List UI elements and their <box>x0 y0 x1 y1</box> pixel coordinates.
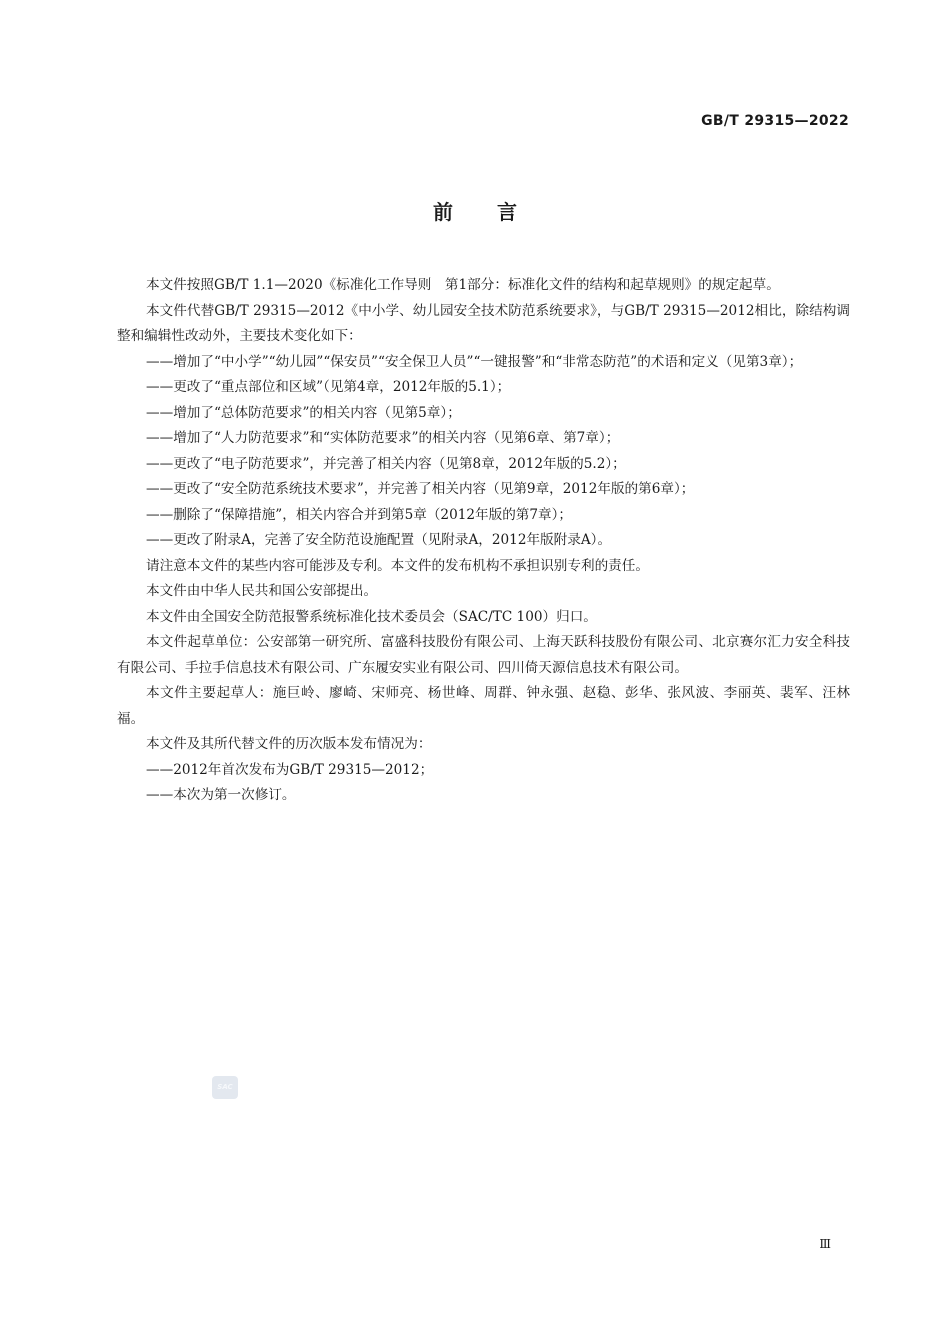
list-item: ——本次为第一次修订。 <box>146 787 296 803</box>
list-item: ——更改了附录A，完善了安全防范设施配置（见附录A，2012年版附录A）。 <box>146 532 612 548</box>
paragraph: 本文件按照GB/T 1.1—2020《标准化工作导则 第1部分：标准化文件的结构和起草规则》的规定起草。 <box>146 277 780 293</box>
paragraph: 本文件主要起草人：施巨岭、廖崎、宋师亮、杨世峰、周群、钟永强、赵稳、彭华、张风波、李丽英、裴军、汪林福。 <box>117 685 850 727</box>
list-item: ——更改了“电子防范要求”，并完善了相关内容（见第8章，2012年版的5.2）； <box>146 455 626 472</box>
list-item: ——增加了“人力防范要求”和“实体防范要求”的相关内容（见第6章、第7章）； <box>146 430 620 446</box>
paragraph: 请注意本文件的某些内容可能涉及专利。本文件的发布机构不承担识别专利的责任。 <box>146 557 649 574</box>
page-title: 前言 <box>433 200 561 224</box>
paragraph: 本文件及其所代替文件的历次版本发布情况为： <box>146 736 432 752</box>
list-item: ——2012年首次发布为GB/T 29315—2012； <box>146 761 434 778</box>
standard-number: GB/T 29315—2022 <box>701 113 849 129</box>
list-item: ——增加了“总体防范要求”的相关内容（见第5章）； <box>146 404 461 421</box>
paragraph: 本文件代替GB/T 29315—2012《中小学、幼儿园安全技术防范系统要求》，与GB/T 29315—2012相比，除结构调整和编辑性改动外，主要技术变化如下： <box>117 302 850 344</box>
paragraph: 本文件由全国安全防范报警系统标准化技术委员会（SAC/TC 100）归口。 <box>146 608 597 625</box>
list-item: ——更改了“安全防范系统技术要求”，并完善了相关内容（见第9章，2012年版的第6章）； <box>146 481 695 497</box>
foreword-body <box>117 273 850 809</box>
sac-watermark-logo: SAC <box>212 1076 238 1099</box>
page-number: Ⅲ <box>819 1237 831 1251</box>
paragraph: 本文件起草单位：公安部第一研究所、富盛科技股份有限公司、上海天跃科技股份有限公司、北京赛尔汇力安全科技有限公司、手拉手信息技术有限公司、广东履安实业有限公司、四川倚天源信息技术有限公司。 <box>117 634 850 676</box>
list-item: ——增加了“中小学”“幼儿园”“保安员”“安全保卫人员”“一键报警”和“非常态防范”的术语和定义（见第3章）； <box>146 353 803 370</box>
list-item: ——更改了“重点部位和区域”（见第4章，2012年版的5.1）； <box>146 379 511 395</box>
list-item: ——删除了“保障措施”，相关内容合并到第5章（2012年版的第7章）； <box>146 506 573 523</box>
paragraph: 本文件由中华人民共和国公安部提出。 <box>146 583 378 599</box>
